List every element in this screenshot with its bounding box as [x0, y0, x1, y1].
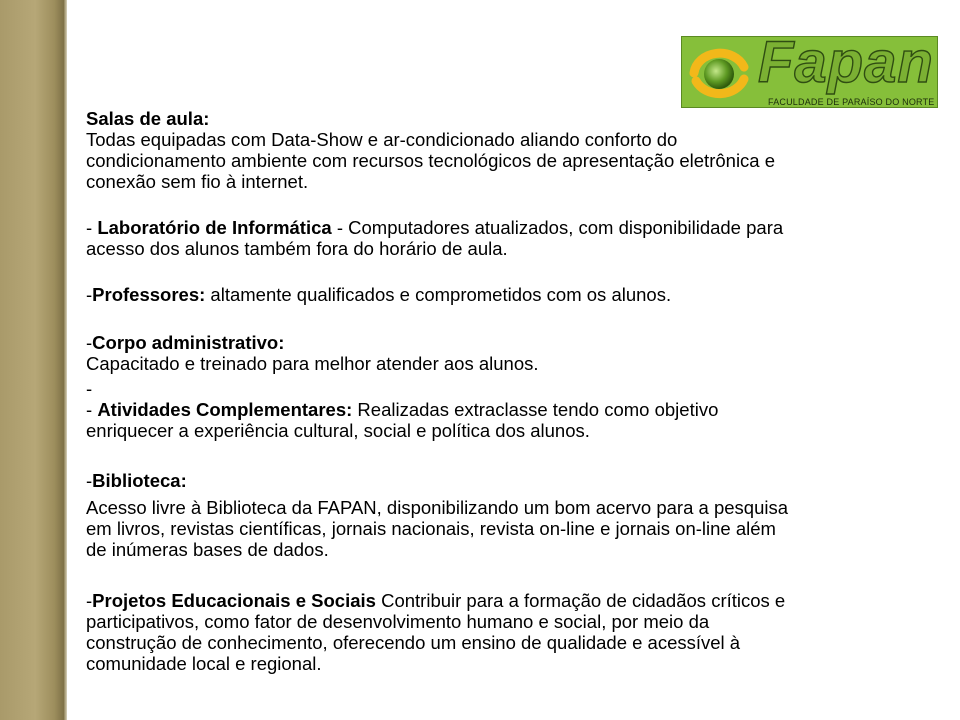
logo-subtitle: FACULDADE DE PARAÍSO DO NORTE	[768, 97, 935, 107]
text-line: altamente qualificados e comprometidos com os alunos.	[205, 284, 672, 305]
section-professores	[86, 284, 901, 305]
section-atividades-complementares	[86, 399, 901, 441]
text-line: participativos, como fator de desenvolvimento humano e social, por meio da	[86, 611, 710, 632]
section-projetos	[86, 590, 901, 674]
section-title: Atividades Complementares:	[97, 399, 353, 420]
bullet-dash: -	[86, 332, 93, 353]
bullet-dash: -	[86, 590, 93, 611]
text-line: comunidade local e regional.	[86, 653, 322, 674]
text-line: Realizadas extraclasse tendo como objetivo	[352, 399, 719, 420]
text-line: construção de conhecimento, oferecendo um ensino de qualidade e acessível à	[86, 632, 741, 653]
bullet-dash: -	[86, 217, 98, 238]
section-title: Professores:	[92, 284, 206, 305]
text-line: Contribuir para a formação de cidadãos críticos e	[375, 590, 786, 611]
text-line: conexão sem fio à internet.	[86, 171, 309, 192]
section-biblioteca	[86, 470, 901, 560]
section-laboratorio	[86, 217, 901, 259]
text-line: de inúmeras bases de dados.	[86, 539, 329, 560]
text-line: enriquecer a experiência cultural, social e política dos alunos.	[86, 420, 590, 441]
text-line: condicionamento ambiente com recursos tecnológicos de apresentação eletrônica e	[86, 150, 776, 171]
section-title: Corpo administrativo:	[92, 332, 285, 353]
decorative-left-bar-edge	[64, 0, 67, 720]
decorative-left-bar	[0, 0, 64, 720]
text-line: Todas equipadas com Data-Show e ar-condicionado aliando conforto do	[86, 129, 678, 150]
slide-content	[86, 108, 901, 674]
section-corpo-administrativo	[86, 332, 901, 374]
bullet-dash: -	[86, 399, 98, 420]
fapan-logo	[681, 36, 938, 108]
section-title: Laboratório de Informática	[97, 217, 332, 238]
bullet-dash: -	[86, 378, 93, 399]
bullet-dash: -	[86, 284, 93, 305]
section-title: Projetos Educacionais e Sociais	[92, 590, 376, 611]
section-salas-de-aula	[86, 108, 901, 192]
section-title: Salas de aula:	[86, 108, 210, 129]
text-line: Acesso livre à Biblioteca da FAPAN, disponibilizando um bom acervo para a pesquisa	[86, 497, 789, 518]
text-line: - Computadores atualizados, com disponibilidade para	[331, 217, 784, 238]
text-line: acesso dos alunos também fora do horário de aula.	[86, 238, 508, 259]
text-line: Capacitado e treinado para melhor atender aos alunos.	[86, 353, 539, 374]
logo-wordmark: Fapan	[758, 36, 934, 95]
text-line: em livros, revistas científicas, jornais nacionais, revista on-line e jornais on-line além	[86, 518, 776, 539]
section-title: Biblioteca:	[92, 470, 187, 491]
bullet-dash: -	[86, 470, 93, 491]
